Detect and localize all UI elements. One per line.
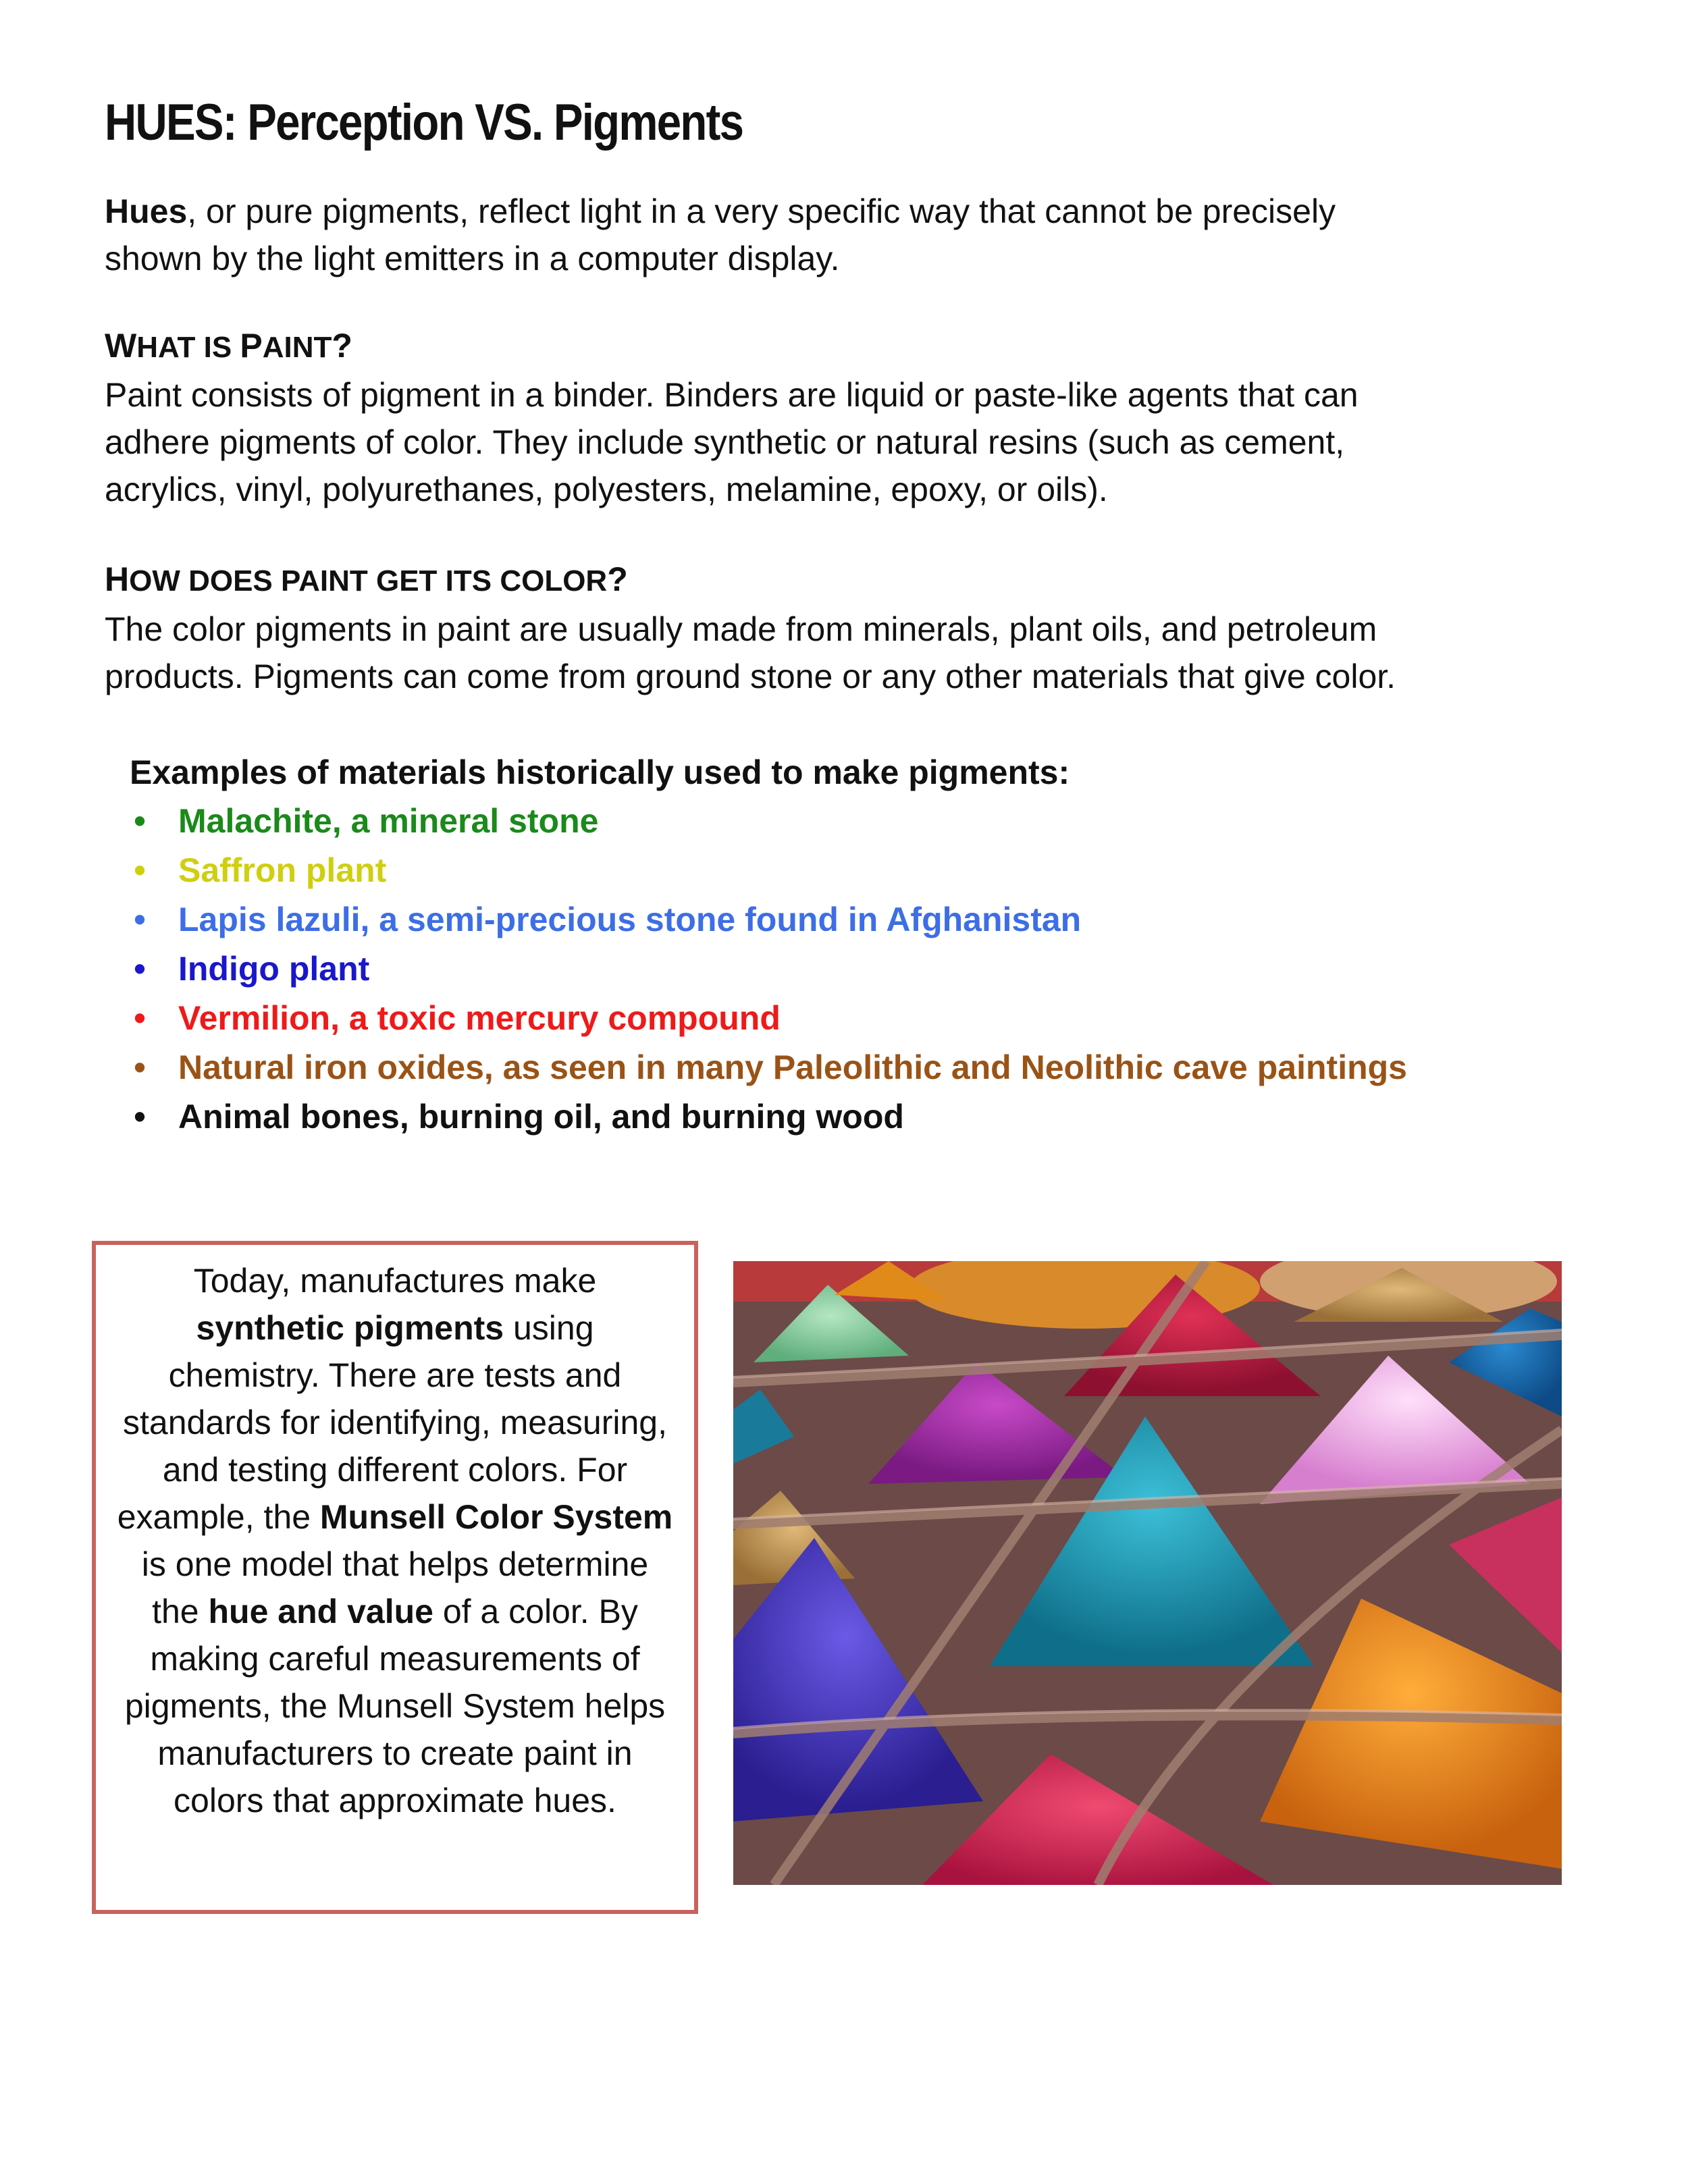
item-text: Lapis lazuli, a semi-precious stone found in Afghanistan: [178, 901, 1082, 938]
item-text: Natural iron oxides, as seen in many Paleolithic and Neolithic cave paintings: [178, 1048, 1407, 1086]
callout-text-run: of a color. By making careful measurements of pigments, the Munsell System helps manufacturers to create paint in colors that approximate hues.: [124, 1593, 666, 1819]
heading-smallcaps: HAT IS: [136, 331, 240, 364]
list-item: [130, 1043, 1407, 1092]
paint-color-heading: [105, 559, 628, 602]
heading-initial: P: [240, 327, 263, 365]
synthetic-pigments-callout: [92, 1241, 698, 1914]
item-text: Indigo plant: [178, 950, 370, 988]
list-item: [130, 895, 1407, 944]
heading-question-mark: ?: [607, 560, 628, 598]
bullet-icon: •: [134, 999, 146, 1037]
callout-text-run: is one model that helps determine the: [141, 1545, 649, 1630]
bullet-icon: •: [134, 1048, 146, 1086]
item-text: Saffron plant: [178, 851, 387, 889]
heading-initial: H: [105, 560, 130, 598]
bullet-icon: •: [134, 802, 146, 840]
paint-paragraph: Paint consists of pigment in a binder. Binders are liquid or paste-like agents that can adhere pigments of color. They include synthetic or natural resins (such as cement, acrylics, vinyl, polyurethanes, polyesters, melamine, epoxy, or oils).: [105, 376, 1359, 508]
pigment-powders-photo: [733, 1261, 1562, 1885]
color-paragraph: The color pigments in paint are usually made from minerals, plant oils, and petroleum products. Pigments can come from ground stone or any other materials that give color.: [105, 610, 1396, 695]
callout-bold-term: synthetic pigments: [196, 1309, 504, 1347]
item-text: Malachite, a mineral stone: [178, 802, 599, 840]
callout-bold-term: Munsell Color System: [319, 1498, 673, 1536]
page-title: HUES: Perception VS. Pigments: [105, 94, 743, 151]
bullet-icon: •: [134, 950, 146, 988]
heading-initial: W: [105, 327, 137, 365]
list-item: [130, 994, 1407, 1043]
intro-text: , or pure pigments, reflect light in a very specific way that cannot be precisely shown by the light emitters in a computer display.: [105, 192, 1336, 277]
callout-text-run: using chemistry. There are tests and standards for identifying, measuring, and testing different colors. For example, the: [117, 1309, 667, 1536]
item-text: Animal bones, burning oil, and burning wood: [178, 1098, 904, 1136]
bullet-icon: •: [134, 851, 146, 889]
examples-list: [130, 797, 1407, 1142]
list-item: [130, 1092, 1407, 1142]
heading-question-mark: ?: [332, 327, 352, 365]
examples-heading: Examples of materials historically used to make pigments:: [130, 753, 1070, 791]
callout-text: [116, 1257, 674, 1824]
list-item: [130, 846, 1407, 895]
heading-smallcaps: AINT: [262, 331, 332, 364]
intro-paragraph: [105, 188, 1336, 282]
callout-bold-term: hue and value: [208, 1593, 433, 1630]
bullet-icon: •: [134, 901, 146, 938]
callout-text-run: Today, manufactures make: [193, 1262, 597, 1300]
what-is-paint-heading: [105, 325, 352, 368]
list-item: [130, 944, 1407, 994]
item-text: Vermilion, a toxic mercury compound: [178, 999, 781, 1037]
heading-smallcaps: OW DOES PAINT GET ITS COLOR: [129, 564, 608, 597]
list-item: [130, 797, 1407, 846]
bullet-icon: •: [134, 1098, 146, 1136]
hues-term: Hues: [105, 192, 188, 230]
